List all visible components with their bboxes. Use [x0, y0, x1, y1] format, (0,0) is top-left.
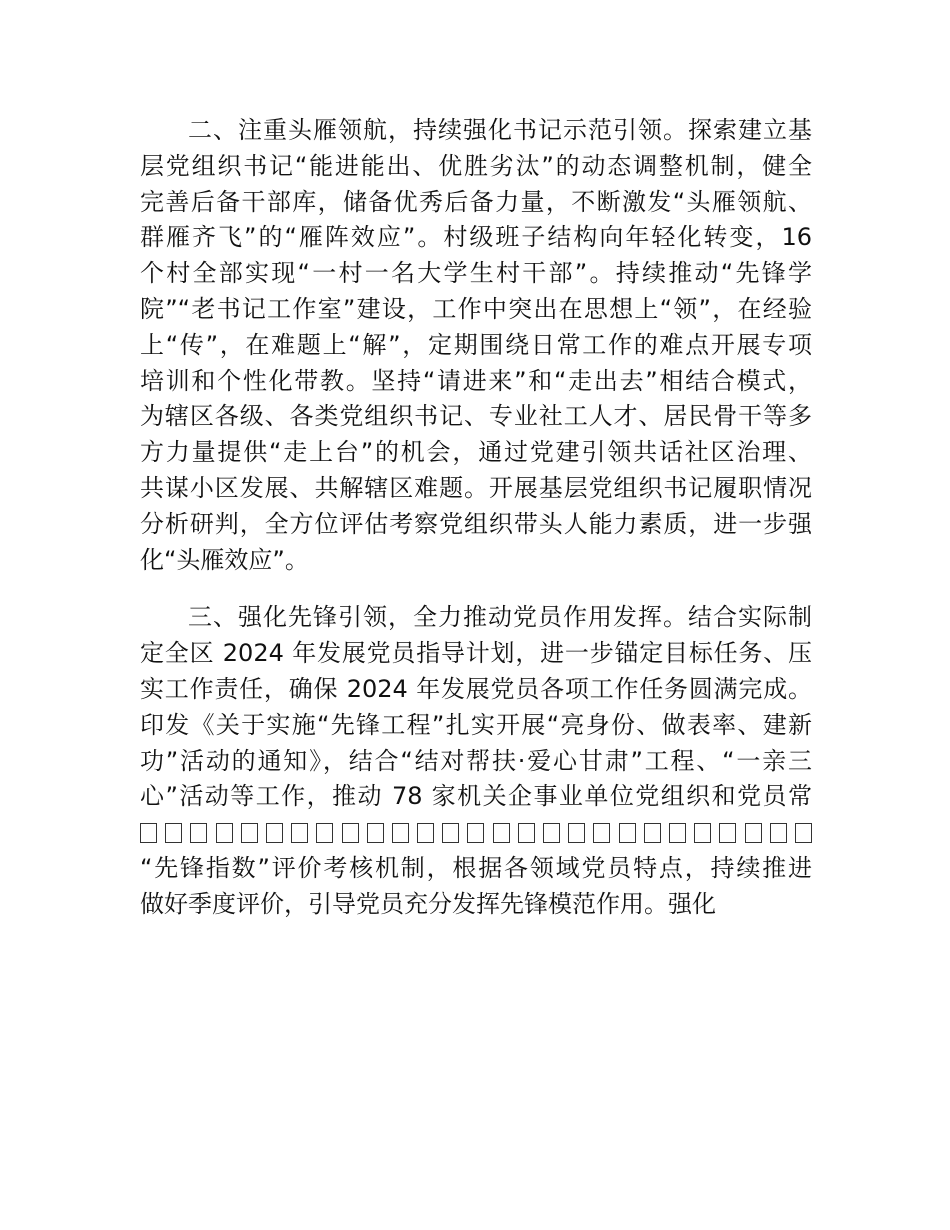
missing-glyph-icon	[165, 823, 182, 843]
missing-glyph-icon	[241, 823, 258, 843]
missing-glyph-icon	[770, 823, 787, 843]
missing-glyph-icon	[216, 823, 233, 843]
text-line: 群雁齐飞”的“雁阵效应”。村级班子结构向年轻化转变，16	[140, 223, 812, 252]
missing-glyph-icon	[745, 823, 762, 843]
missing-glyph-icon	[644, 823, 661, 843]
text-line: 功”活动的通知》，结合“结对帮扶·爱心甘肃”工程、“一亲三	[140, 746, 812, 775]
paragraph-gap	[140, 578, 812, 600]
text-line: 二、注重头雁领航，持续强化书记示范引领。探索建立基	[188, 116, 812, 144]
text-line: 印发《关于实施“先锋工程”扎实开展“亮身份、做表率、建新	[140, 710, 812, 739]
missing-glyph-icon	[593, 823, 610, 843]
missing-glyph-icon	[719, 823, 736, 843]
missing-glyph-icon	[266, 823, 283, 843]
missing-glyph-icon	[442, 823, 459, 843]
missing-glyph-icon	[417, 823, 434, 843]
text-line: 培训和个性化带教。坚持“请进来”和“走出去”相结合模式，	[140, 366, 812, 395]
missing-glyph-icon	[619, 823, 636, 843]
text-line: 为辖区各级、各类党组织书记、专业社工人才、居民骨干等多	[140, 402, 812, 431]
text-line: 三、强化先锋引领，全力推动党员作用发挥。结合实际制	[188, 603, 812, 632]
missing-glyph-icon	[190, 823, 207, 843]
paragraph-section-2	[140, 113, 812, 578]
missing-glyph-icon	[694, 823, 711, 843]
missing-glyph-icon	[493, 823, 510, 843]
text-line: 实工作责任，确保 2024 年发展党员各项工作任务圆满完成。	[140, 674, 812, 703]
document-page	[140, 113, 812, 923]
text-line: 层党组织书记“能进能出、优胜劣汰”的动态调整机制，健全	[140, 151, 812, 180]
text-line: 心”活动等工作，推动 78 家机关企事业单位党组织和党员常	[140, 782, 812, 811]
missing-glyph-icon	[543, 823, 560, 843]
missing-glyph-icon	[795, 823, 812, 843]
missing-glyph-icon	[467, 823, 484, 843]
text-line: 定全区 2024 年发展党员指导计划，进一步锚定目标任务、压	[140, 639, 812, 668]
missing-glyph-icon	[291, 823, 308, 843]
text-line: 方力量提供“走上台”的机会，通过党建引领共话社区治理、	[140, 438, 812, 467]
text-line: 院”“老书记工作室”建设，工作中突出在思想上“领”，在经验	[140, 294, 812, 323]
text-line: 共谋小区发展、共解辖区难题。开展基层党组织书记履职情况	[140, 473, 812, 502]
text-line: 完善后备干部库，储备优秀后备力量，不断激发“头雁领航、	[140, 187, 812, 216]
text-line: 分析研判，全方位评估考察党组织带头人能力素质，进一步强	[140, 509, 812, 538]
missing-glyph-line	[140, 815, 812, 851]
missing-glyph-icon	[367, 823, 384, 843]
text-line: “先锋指数”评价考核机制，根据各领域党员特点，持续推进	[140, 853, 812, 882]
text-line: 做好季度评价，引导党员充分发挥先锋模范作用。强化	[140, 889, 716, 918]
text-line: 上“传”，在难题上“解”，定期围绕日常工作的难点开展专项	[140, 330, 812, 359]
missing-glyph-icon	[669, 823, 686, 843]
missing-glyph-icon	[392, 823, 409, 843]
missing-glyph-icon	[342, 823, 359, 843]
missing-glyph-icon	[568, 823, 585, 843]
missing-glyph-icon	[140, 823, 157, 843]
missing-glyph-icon	[316, 823, 333, 843]
text-line: 化“头雁效应”。	[140, 545, 309, 574]
missing-glyph-icon	[518, 823, 535, 843]
text-line: 个村全部实现“一村一名大学生村干部”。持续推动“先锋学	[140, 259, 812, 288]
paragraph-section-3	[140, 600, 812, 922]
